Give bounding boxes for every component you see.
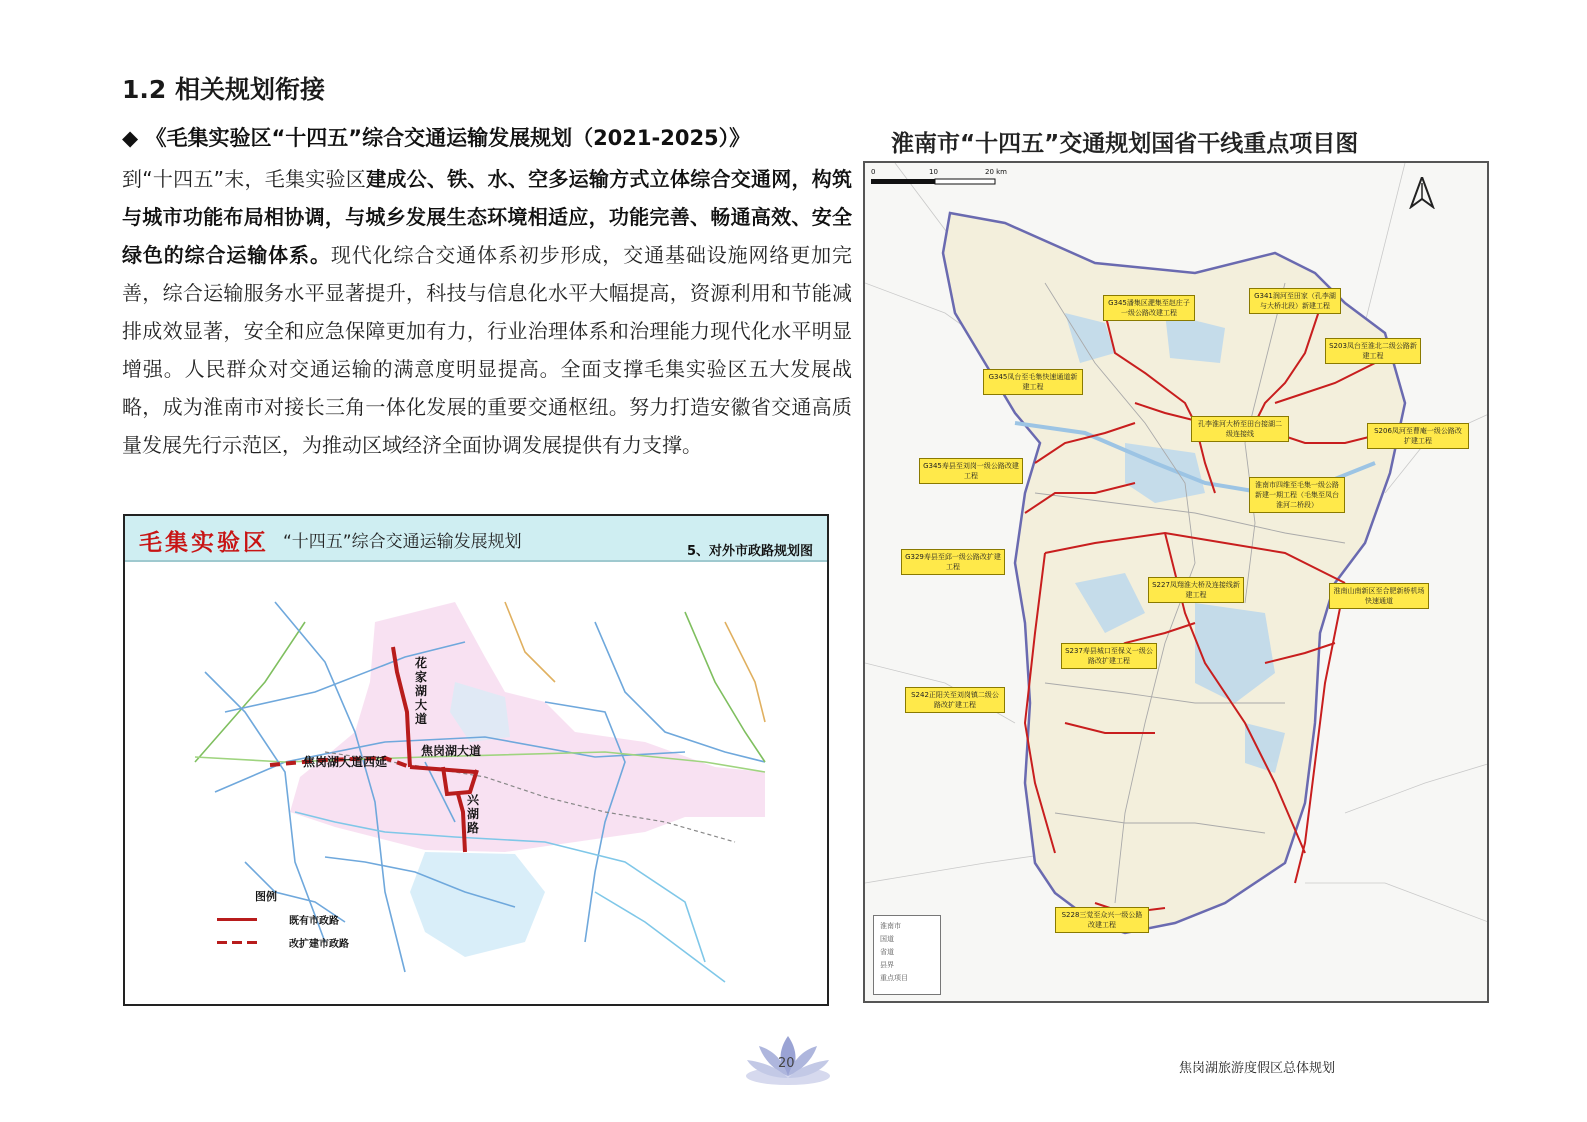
body-intro: 到“十四五”末，毛集实验区 (122, 167, 367, 191)
document-title: 焦岗湖旅游度假区总体规划 (1179, 1061, 1336, 1076)
map-title: “十四五”综合交通运输发展规划 (283, 532, 522, 552)
legend-existing (217, 912, 397, 926)
section-title: 1.2 相关规划衔接 (122, 75, 325, 104)
huainan-map-legend (873, 915, 941, 995)
scale-bar (871, 179, 995, 184)
legend-item: 重点项目 (880, 974, 908, 982)
label-xinghu-road: 兴湖路 (467, 793, 480, 835)
project-box: S206凤河至曹庵一级公路改扩建工程 (1367, 423, 1469, 449)
legend-item: 国道 (880, 935, 894, 943)
map-header-bar (125, 516, 827, 562)
map-subtitle: 5、对外市政路规划图 (686, 544, 813, 559)
legend-dashed-line (217, 941, 257, 944)
project-box: S237寿县城口至保义一级公路改扩建工程 (1061, 643, 1157, 669)
legend-title: 图例 (255, 890, 277, 903)
label-huajiahu-road: 花家湖大道 (415, 656, 428, 726)
huainan-highway-map (863, 161, 1489, 1003)
map-brand-title: 毛集实验区 (139, 529, 269, 556)
scale-label-mid: 10 (929, 168, 938, 176)
page-number: 20 (778, 1056, 795, 1071)
project-box: S227凤翔淮大桥及连接线新建工程 (1148, 577, 1244, 603)
body-details: 现代化综合交通体系初步形成，交通基础设施网络更加完善，综合运输服务水平显著提升，科技与信息化水平大幅提高，资源利用和节能减排成效显著，安全和应急保障更加有力，行业治理体系和治理能力现代化水平明显增强。人民群众对交通运输的满意度明显提高。全面支撑毛集实验区五大发展战略，成为淮南市对接长三角一体化发展的重要交通枢纽。努力打造安徽省交通高质量发展先行示范区，为推动区域经济全面协调发展提供有力支撑。 (122, 243, 853, 457)
legend-existing-label: 既有市政路 (289, 916, 339, 927)
project-box: 孔李淮河大桥至田台接湖二级连接线 (1191, 416, 1289, 442)
project-box: G329寿县至邱一级公路改扩建工程 (901, 549, 1005, 575)
plan-subtitle: ◆ 《毛集实验区“十四五”综合交通运输发展规划（2021-2025）》 (122, 126, 751, 150)
huainan-map-title: 淮南市“十四五”交通规划国省干线重点项目图 (891, 131, 1359, 157)
project-box: G345寿县至刘岗一级公路改建工程 (919, 458, 1023, 484)
legend-item: 县界 (880, 961, 894, 969)
north-arrow-icon (1409, 177, 1435, 209)
legend-solid-line (217, 918, 257, 921)
legend-item: 淮南市 (880, 922, 901, 930)
scale-label-end: 20 km (985, 168, 1008, 176)
project-box: S228三觉至众兴一级公路改建工程 (1055, 907, 1149, 933)
project-box: G341润河至田家（孔李湖与大桥北段）新建工程 (1249, 288, 1341, 314)
scale-label-zero: 0 (871, 168, 876, 176)
label-jiaoganghu-west: 焦岗湖大道西延 (303, 755, 388, 769)
project-box: 淮南市四维至毛集一级公路新建一期工程（毛集至凤台淮河二桥段） (1249, 477, 1345, 513)
legend-expand (217, 935, 397, 949)
project-box: S242正阳关至刘岗镇二级公路改扩建工程 (905, 687, 1005, 713)
maoji-road-plan-map (123, 514, 829, 1006)
project-box: G345凤台至毛集快速通道新建工程 (983, 369, 1083, 395)
project-box: G345潘集区淝集至赵庄子一级公路改建工程 (1103, 295, 1195, 321)
body-paragraph (122, 160, 852, 464)
project-box: S203凤台至淮北二级公路新建工程 (1325, 338, 1421, 364)
label-jiaoganghu-road: 焦岗湖大道 (421, 744, 482, 758)
legend-item: 省道 (880, 948, 894, 956)
legend-expand-label: 改扩建市政路 (289, 939, 349, 950)
project-box: 淮南山南新区至合肥新桥机场快速通道 (1329, 583, 1429, 609)
body-bold-goal: 建成公、铁、水、空多运输方式立体综合交通网，构筑与城市功能布局相协调，与城乡发展生态环境相适应，功能完善、畅通高效、安全绿色的综合运输体系。 (122, 167, 852, 267)
